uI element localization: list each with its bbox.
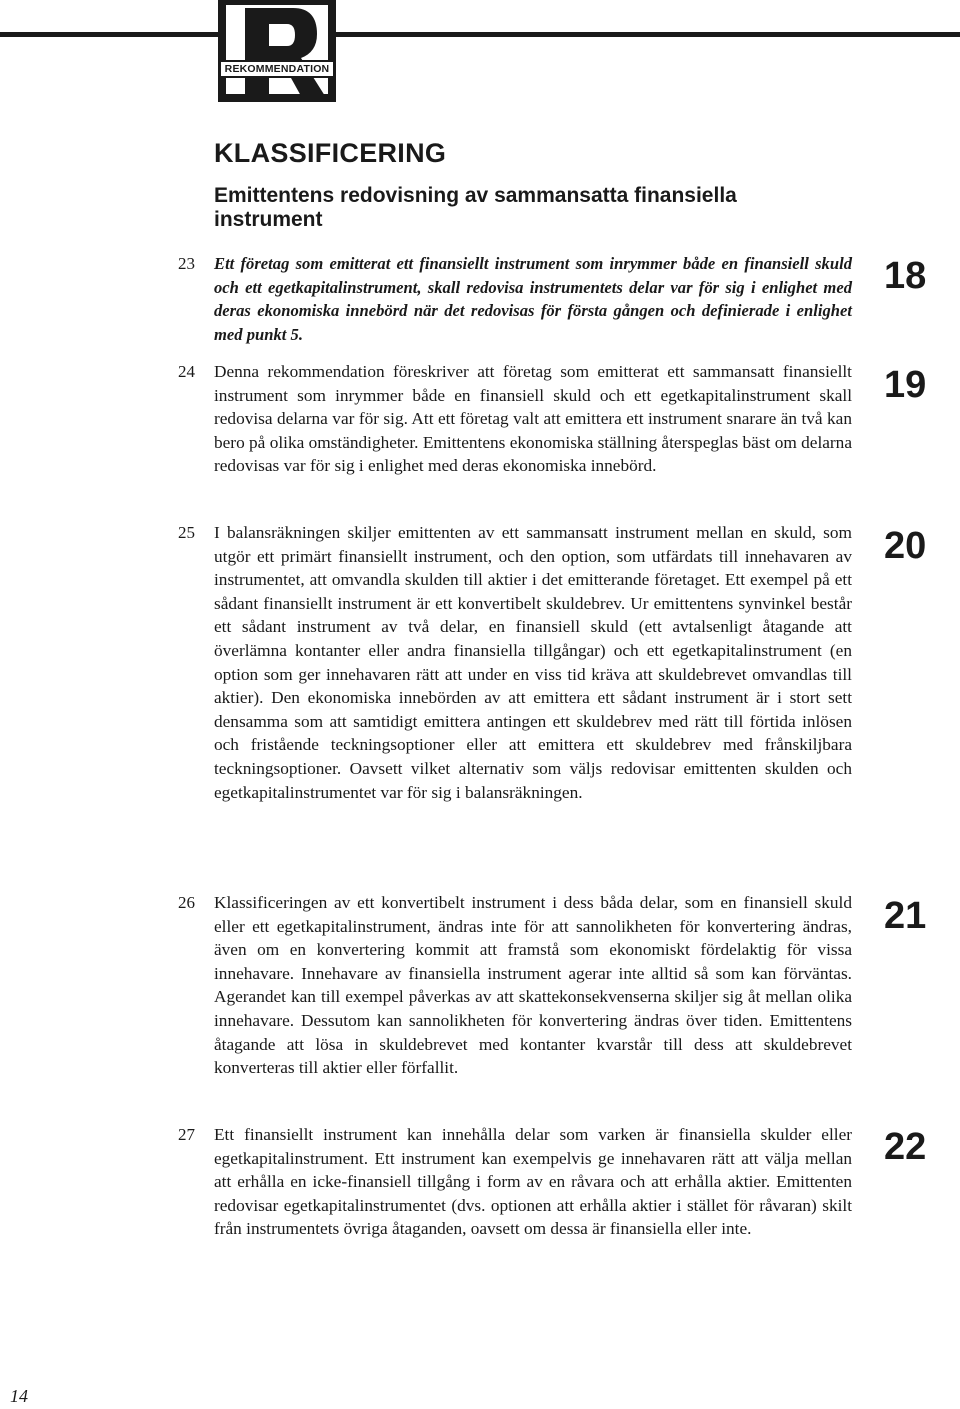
paragraph-27 — [178, 1123, 852, 1241]
margin-number: 20 — [884, 525, 927, 567]
margin-number: 19 — [884, 364, 927, 406]
top-rule — [0, 32, 960, 37]
paragraph-text: I balansräkningen skiljer emittenten av ett sammansatt instrument mellan en skuld, som utgör ett primärt finansiellt instrument, och den option, som utfärdats till innehavaren av instrumentet, att omvandla skulden till aktier i det emitterande företaget. Ett exempel på ett sådant finansiellt instrument är ett konvertibelt skuldebrev. Ur emittentens synvinkel består ett sådant instrument av två delar, en finansiell skuld (ett avtalsenligt åtagande att överlämna kontanter eller andra finansiella tillgångar) och ett egetkapitalinstrument (en option som ger innehavaren rätt att under en viss tid kräva att skuldebrevet omvandlas till aktier). Den ekonomiska innebörden av att emittera ett sådant instrument är i stort sett densamma som att samtidigt emittera antingen ett skuldebrev med rätt till förtida inlösen och fristående teckningsoptioner eller att emittera ett skuldebrev med frånskiljbara teckningsoptioner. Oavsett vilket alternativ som väljs redovisar emittenten skulden och egetkapitalinstrumentet var för sig i balansräkningen. — [214, 523, 852, 802]
margin-number: 22 — [884, 1126, 927, 1168]
paragraph-number: 24 — [178, 362, 195, 381]
margin-number: 21 — [884, 895, 927, 937]
paragraph-text: Ett företag som emitterat ett finansiellt instrument som inrymmer både en finansiell skuld och ett egetkapitalinstrument, skall redovisa instrumentets delar var för sig i enlighet med deras ekonomiska innebörd när det redovisas för första gången och definierade i enlighet med punkt 5. — [214, 254, 852, 344]
rekommendation-logo — [218, 0, 336, 102]
paragraph-number: 26 — [178, 893, 195, 912]
page-number: 14 — [10, 1386, 28, 1406]
paragraph-24 — [178, 360, 852, 478]
r-letter-icon — [221, 0, 333, 99]
paragraph-25 — [178, 521, 852, 804]
paragraph-text: Klassificeringen av ett konvertibelt instrument i dess båda delar, som en finansiell skuld eller ett egetkapitalinstrument, ändras inte för att sannolikheten för konvertering ändras, även om en konvertering kommit att framstå som ekonomiskt fördelaktig för vissa innehavare. Innehavare av finansiella instrument agerar inte alltid så som kan förväntas. Agerandet kan till exempel påverkas av att skattekonsekvenserna skiljer sig åt mellan olika innehavare. Dessutom kan sannolikheten för konvertering ändras över tiden. Emittentens åtagande att lösa in skuldebrevet med kontanter kvarstår till dess att skuldebrevet konverteras till aktier eller förfallit. — [214, 893, 852, 1078]
margin-number: 18 — [884, 255, 927, 297]
paragraph-26 — [178, 891, 852, 1080]
paragraph-number: 25 — [178, 523, 195, 542]
paragraph-text: Denna rekommendation föreskriver att företag som emitterat ett sammansatt finansiellt instrument som inrymmer både en finansiell skuld och ett egetkapitalinstrument skall redovisa delarna var för sig. Att ett företag valt att emittera ett instrument snarare än två kan bero på olika omständigheter. Emittentens ekonomiska ställning återspeglas bäst om delarna redovisas var för sig i enlighet med deras ekonomiska innebörd. — [214, 362, 852, 476]
paragraph-number: 23 — [178, 254, 195, 273]
section-heading: KLASSIFICERING — [214, 138, 447, 168]
paragraph-number: 27 — [178, 1125, 195, 1144]
section-subheading: Emittentens redovisning av sammansatta finansiella instrument — [214, 184, 737, 231]
logo-text: REKOMMENDATION — [221, 60, 333, 78]
paragraph-text: Ett finansiellt instrument kan innehålla delar som varken är finansiella skulder eller egetkapitalinstrument. Ett instrument kan exempelvis ge innehavaren rätt att välja mellan att erhålla en icke-finansiell tillgång i form av en råvara och att erhålla aktier. Emittenten redovisar egetkapitalinstrumentet (dvs. optionen att erhålla aktier i stället för råvaran) skilt från instrumentets övriga åtaganden, oavsett om dessa är finansiella eller inte. — [214, 1125, 852, 1239]
paragraph-23 — [178, 252, 852, 346]
